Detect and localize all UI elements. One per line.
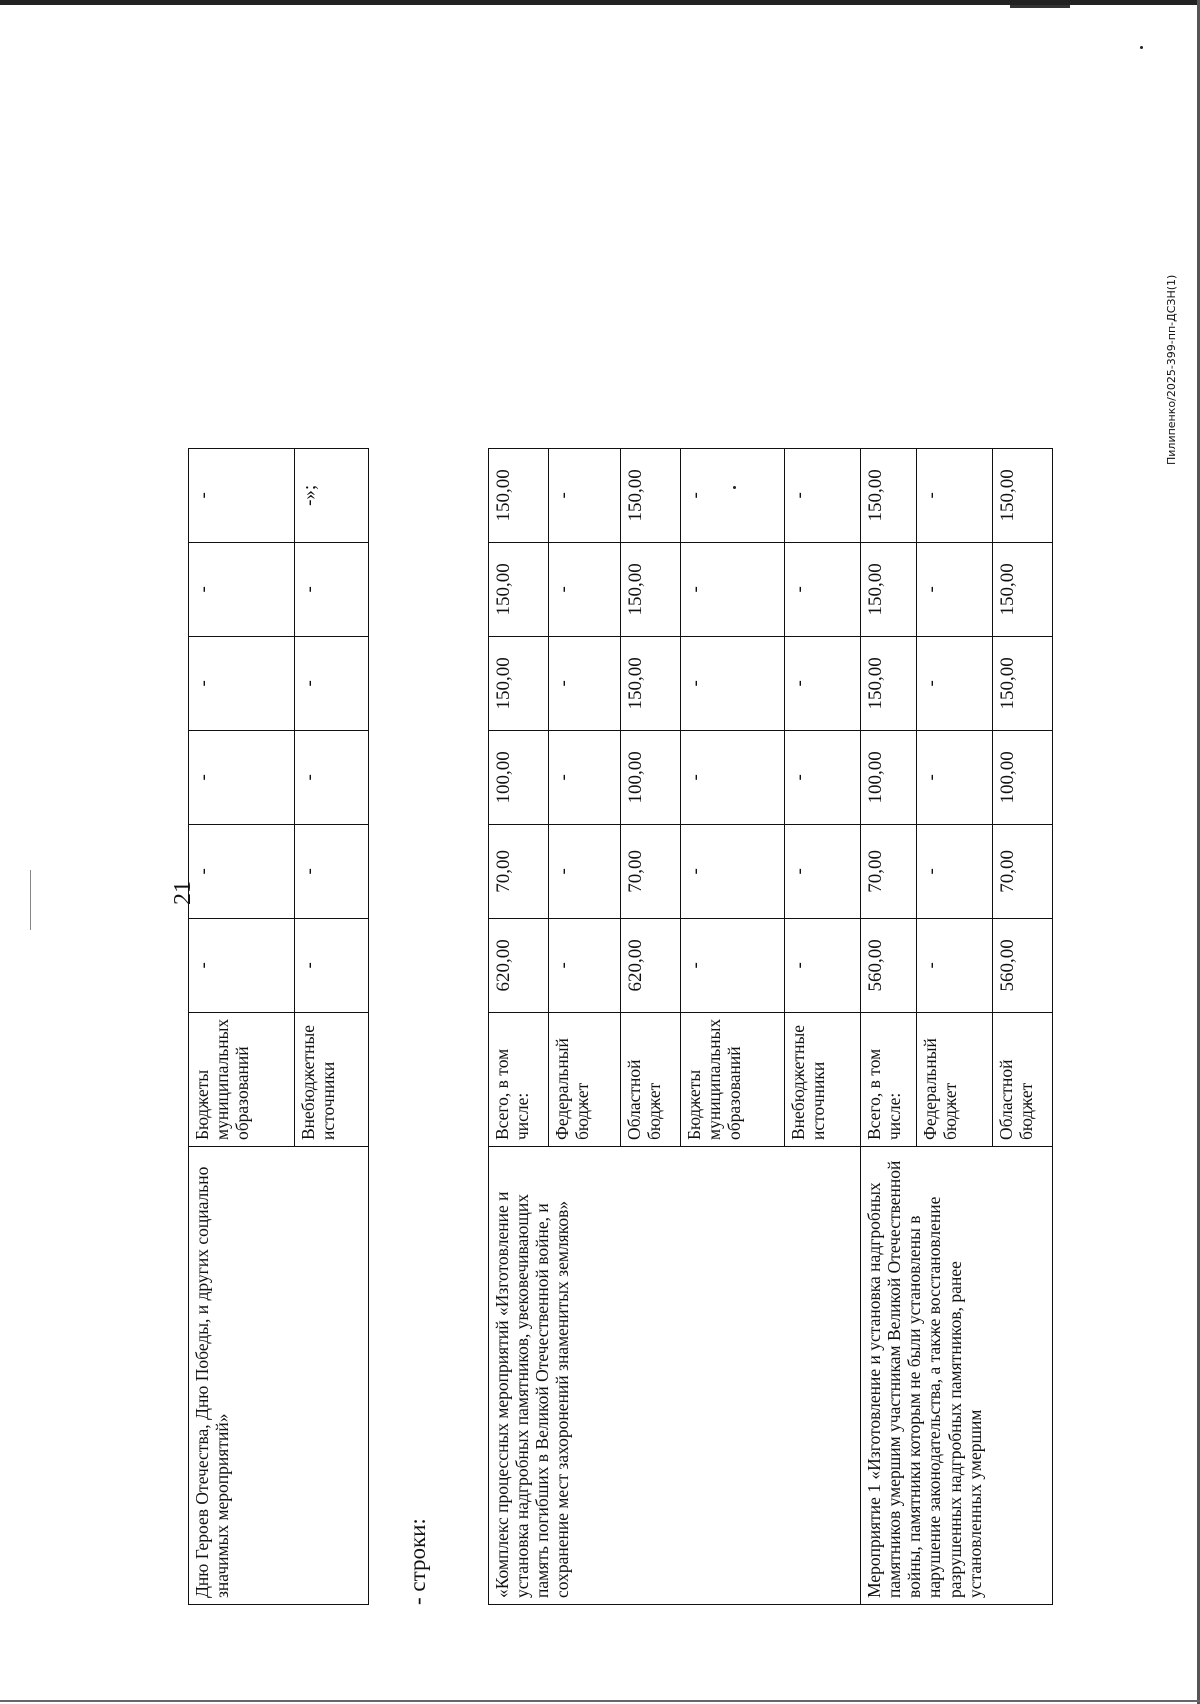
page-number: 21 [170, 881, 196, 905]
table-row [489, 448, 549, 1604]
value-cell: 100,00 [993, 730, 1053, 824]
value-cell: - [785, 636, 861, 730]
value-cell: - [189, 730, 295, 824]
value-cell: - [189, 824, 295, 918]
value-cell: 150,00 [489, 636, 549, 730]
value-cell: 150,00 [621, 542, 681, 636]
source-cell: Всего, в том числе: [489, 1012, 549, 1146]
value-cell: -»; [295, 448, 369, 542]
value-cell: - [681, 636, 785, 730]
value-cell: - [549, 918, 621, 1012]
scan-edge-bottom [0, 1700, 1200, 1702]
value-cell: 150,00 [861, 542, 917, 636]
value-cell: - [549, 730, 621, 824]
group-title-cell: «Комплекс процессных мероприятий «Изготовление и установка надгробных памятников, увековечивающих память погибших в Великой Отечественной войне, и сохранение мест захоронений знаменитых земляков» [489, 1147, 861, 1605]
value-cell: 100,00 [621, 730, 681, 824]
value-cell: 150,00 [993, 448, 1053, 542]
table-row [861, 448, 917, 1604]
value-cell: - [295, 542, 369, 636]
value-cell: 620,00 [489, 918, 549, 1012]
table-new-rows [488, 448, 1053, 1605]
value-cell: - [549, 448, 621, 542]
value-cell: - [295, 824, 369, 918]
value-cell: 150,00 [489, 542, 549, 636]
value-cell: 70,00 [621, 824, 681, 918]
source-cell: Внебюджетные источники [295, 1012, 369, 1146]
value-cell: 70,00 [489, 824, 549, 918]
value-cell: 620,00 [621, 918, 681, 1012]
value-cell: - [681, 542, 785, 636]
value-cell: - [681, 824, 785, 918]
value-cell: - [681, 730, 785, 824]
table-continuation [188, 448, 369, 1605]
source-cell: Областной бюджет [621, 1012, 681, 1146]
source-cell: Внебюджетные источники [785, 1012, 861, 1146]
group-title-cell: Мероприятие 1 «Изготовление и установка надгробных памятников умершим участникам Великой Отечественной войны, памятники которым не были установлены в нарушение законодательства, а также восстановление разрушенных надгробных памятников, ранее установленных умершим [861, 1147, 1053, 1605]
document-code: Пилипенко/2025-399-пп-ДСЗН(1) [1165, 274, 1178, 465]
rotated-page [170, 274, 1178, 1605]
value-cell: 560,00 [993, 918, 1053, 1012]
value-cell: - [189, 918, 295, 1012]
strings-label: - строки: [405, 1518, 430, 1605]
value-cell: - [917, 542, 993, 636]
value-cell: - [785, 730, 861, 824]
value-cell: - [189, 636, 295, 730]
value-cell: 150,00 [861, 636, 917, 730]
scan-edge-left [30, 870, 31, 930]
value-cell: 150,00 [489, 448, 549, 542]
value-cell: - [917, 824, 993, 918]
source-cell: Федеральный бюджет [917, 1012, 993, 1146]
value-cell: - [549, 542, 621, 636]
value-cell: - [917, 730, 993, 824]
value-cell: 150,00 [621, 636, 681, 730]
value-cell: 70,00 [993, 824, 1053, 918]
value-cell: - [785, 824, 861, 918]
value-cell: - [549, 824, 621, 918]
value-cell: - [295, 730, 369, 824]
value-cell: - [917, 918, 993, 1012]
value-cell: - [785, 918, 861, 1012]
scan-edge-mark [1010, 5, 1070, 8]
value-cell: 70,00 [861, 824, 917, 918]
value-cell: - [917, 636, 993, 730]
value-cell: - [785, 542, 861, 636]
source-cell: Областной бюджет [993, 1012, 1053, 1146]
program-cell: Дню Героев Отечества, Дню Победы, и других социально значимых мероприятий» [189, 1147, 369, 1605]
value-cell: - [681, 448, 785, 542]
value-cell: - [295, 918, 369, 1012]
value-cell: 150,00 [621, 448, 681, 542]
value-cell: - [189, 542, 295, 636]
value-cell: 150,00 [993, 636, 1053, 730]
scan-speck [1140, 46, 1143, 49]
value-cell: - [917, 448, 993, 542]
value-cell: 560,00 [861, 918, 917, 1012]
value-cell: 150,00 [993, 542, 1053, 636]
value-cell: 100,00 [489, 730, 549, 824]
source-cell: Всего, в том числе: [861, 1012, 917, 1146]
table-row [189, 448, 295, 1604]
value-cell: - [785, 448, 861, 542]
source-cell: Бюджеты муниципальных образований [681, 1012, 785, 1146]
value-cell: 100,00 [861, 730, 917, 824]
source-cell: Бюджеты муниципальных образований [189, 1012, 295, 1146]
source-cell: Федеральный бюджет [549, 1012, 621, 1146]
value-cell: - [681, 918, 785, 1012]
value-cell: - [549, 636, 621, 730]
value-cell: - [295, 636, 369, 730]
value-cell: - [189, 448, 295, 542]
value-cell: 150,00 [861, 448, 917, 542]
